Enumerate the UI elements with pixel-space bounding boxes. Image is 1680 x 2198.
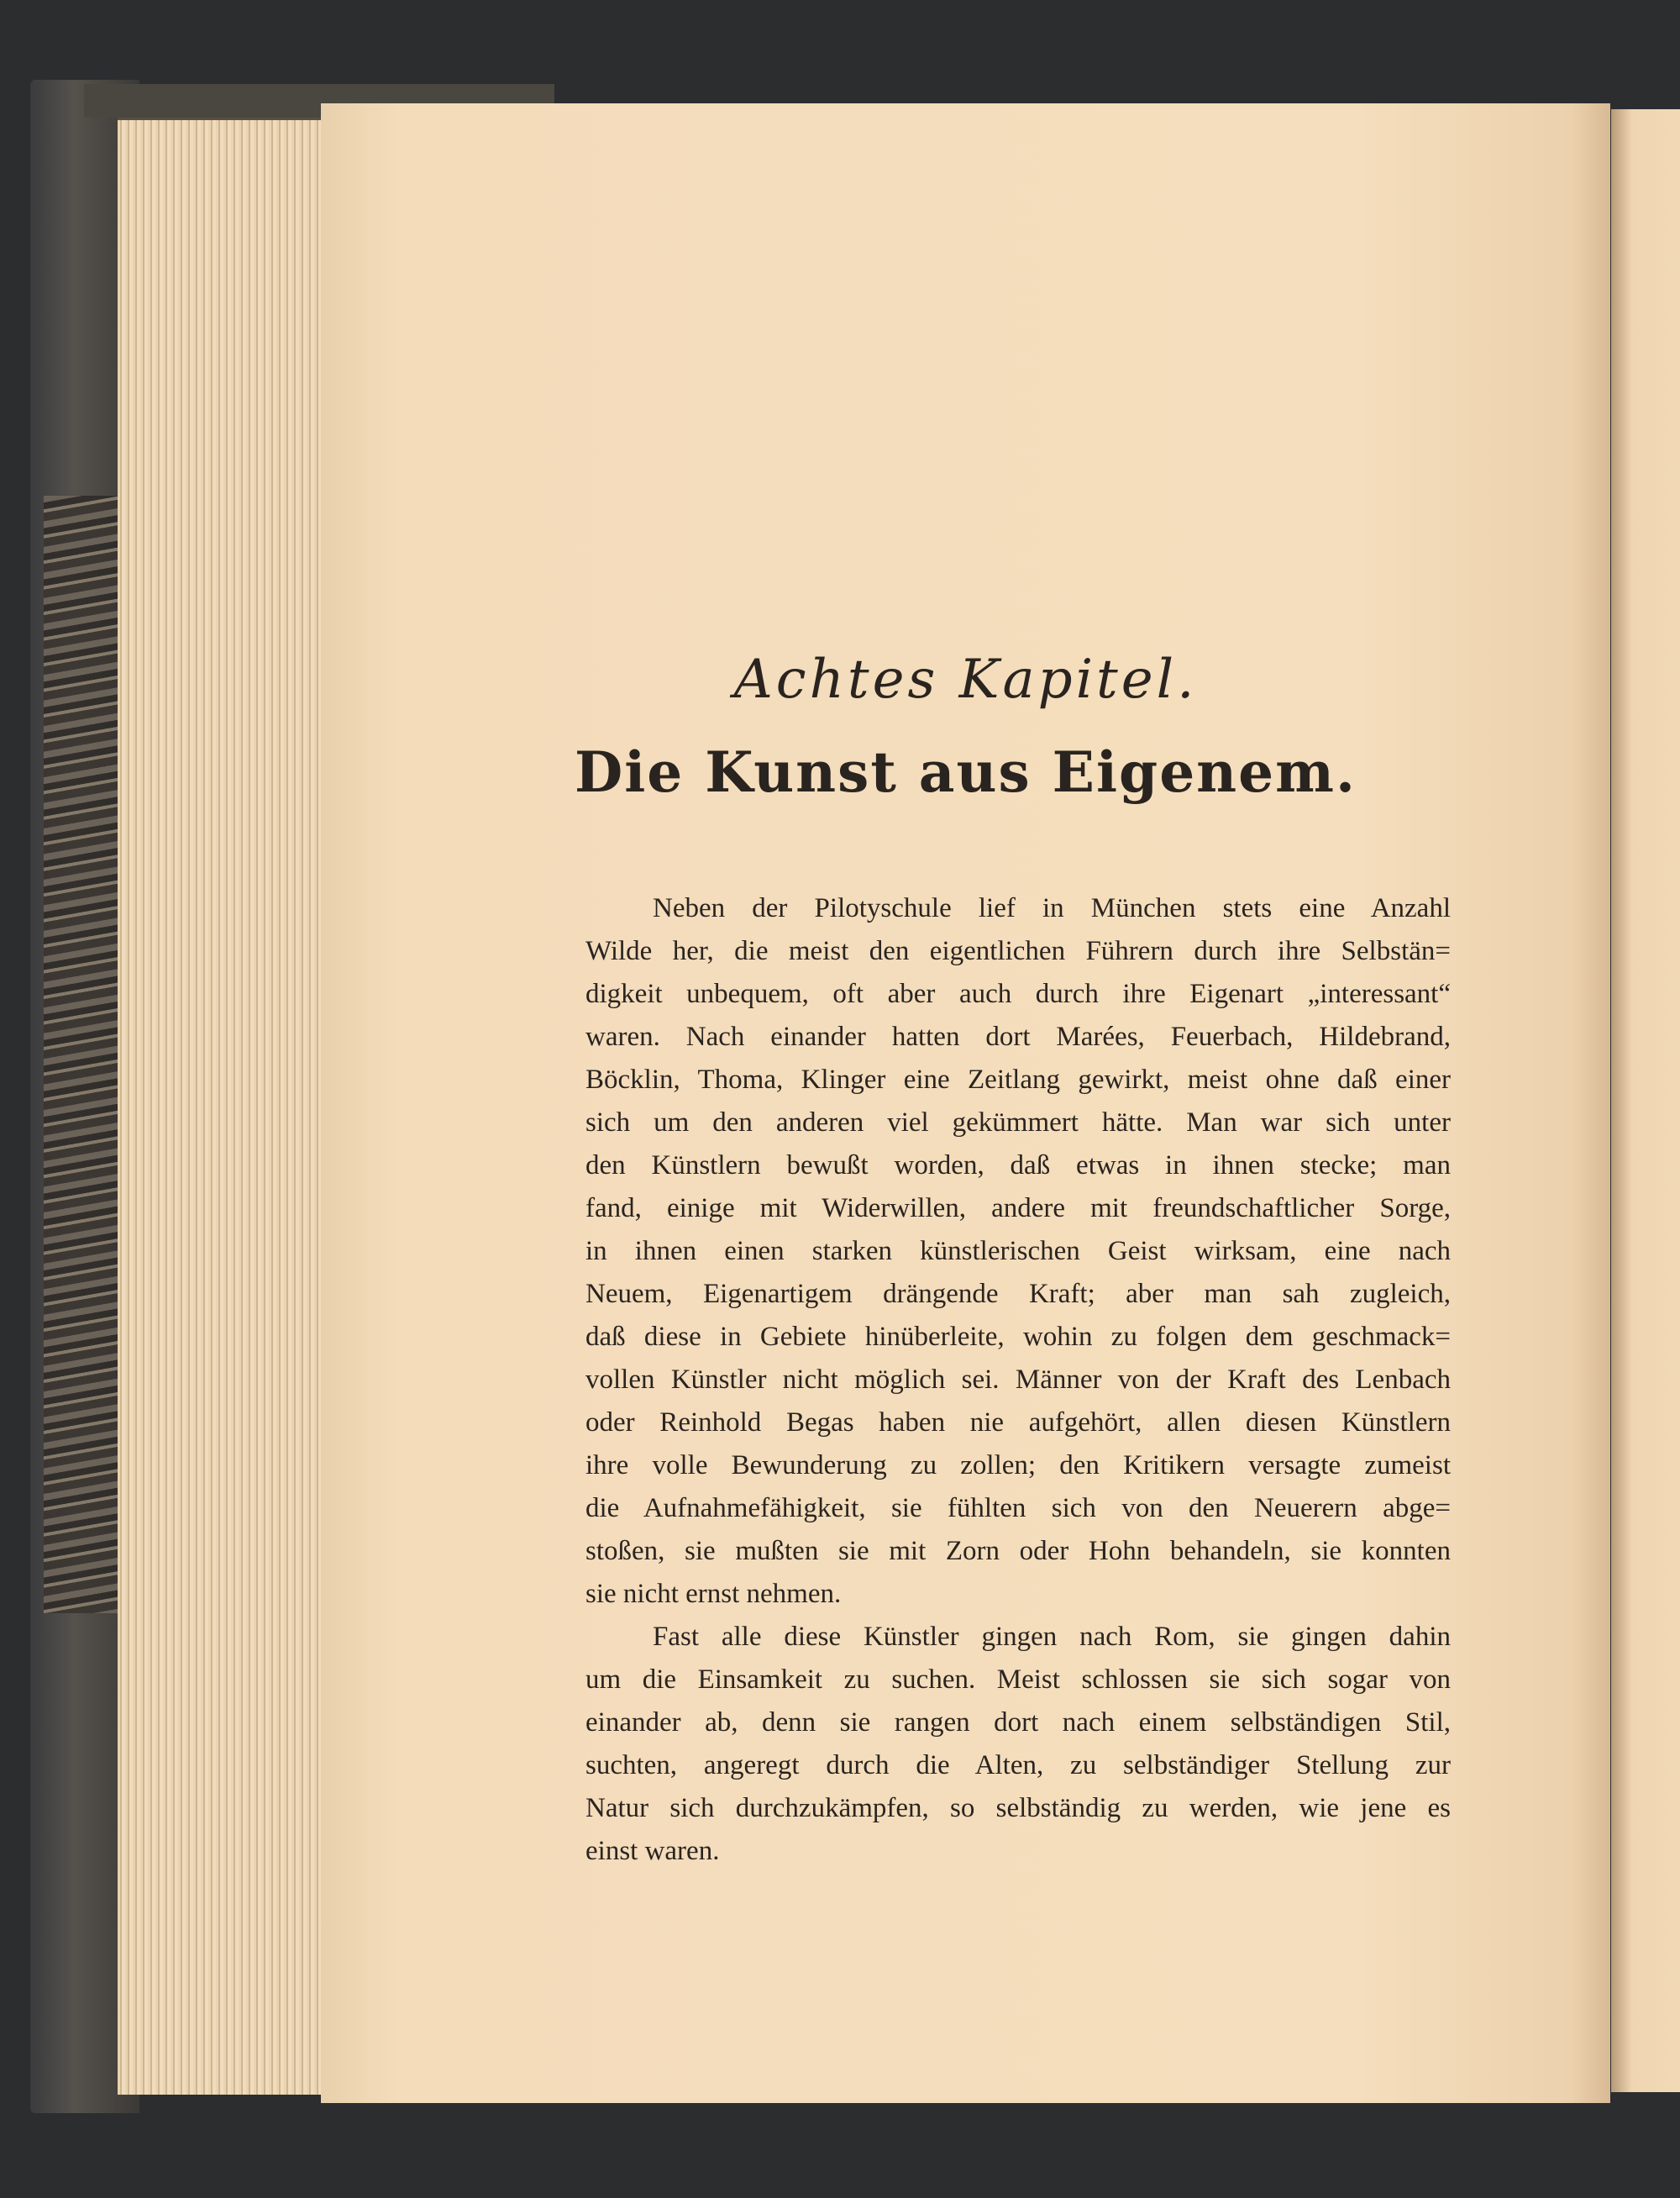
- text-line: Fast alle diese Künstler gingen nach Rom, sie gingen dahin: [653, 1622, 1451, 1652]
- text-line: ihre volle Bewunderung zu zollen; den Kritikern versagte zumeist: [585, 1450, 1451, 1480]
- text-line: Neben der Pilotyschule lief in München stets eine Anzahl: [653, 893, 1451, 923]
- text-line: suchten, angeregt durch die Alten, zu selbständiger Stellung zur: [585, 1750, 1451, 1780]
- text-line: stoßen, sie mußten sie mit Zorn oder Hohn behandeln, sie konnten: [585, 1536, 1451, 1566]
- text-line: vollen Künstler nicht möglich sei. Männer von der Kraft des Lenbach: [585, 1365, 1451, 1395]
- page-stack-edge: [118, 118, 323, 2095]
- text-line: in ihnen einen starken künstlerischen Geist wirksam, eine nach: [585, 1236, 1451, 1266]
- paragraph: [585, 887, 1451, 1616]
- text-line: fand, einige mit Widerwillen, andere mit freundschaftlicher Sorge,: [585, 1193, 1451, 1223]
- text-line: einst waren.: [585, 1836, 720, 1866]
- marbled-spine: [44, 496, 119, 1613]
- text-line: Neuem, Eigenartigem drängende Kraft; aber man sah zugleich,: [585, 1279, 1451, 1309]
- chapter-number: Achtes Kapitel.: [733, 649, 1198, 711]
- text-line: die Aufnahmefähigkeit, sie fühlten sich von den Neuerern abge=: [585, 1493, 1451, 1523]
- body-text: [585, 887, 1451, 1873]
- text-line: Wilde her, die meist den eigentlichen Führern durch ihre Selbstän=: [585, 936, 1451, 966]
- text-line: Böcklin, Thoma, Klinger eine Zeitlang gewirkt, meist ohne daß einer: [585, 1065, 1451, 1095]
- text-line: um die Einsamkeit zu suchen. Meist schlossen sie sich sogar von: [585, 1664, 1451, 1695]
- facing-page-edge: [1611, 109, 1680, 2092]
- text-line: oder Reinhold Begas haben nie aufgehört, allen diesen Künstlern: [585, 1407, 1451, 1438]
- text-line: waren. Nach einander hatten dort Marées, Feuerbach, Hildebrand,: [585, 1022, 1451, 1052]
- text-line: Natur sich durchzukämpfen, so selbständig zu werden, wie jene es: [585, 1793, 1451, 1823]
- text-line: einander ab, denn sie rangen dort nach einem selbständigen Stil,: [585, 1707, 1451, 1738]
- paragraph: [585, 1616, 1451, 1873]
- chapter-title: Die Kunst aus Eigenem.: [575, 739, 1357, 805]
- text-line: sich um den anderen viel gekümmert hätte. Man war sich unter: [585, 1107, 1451, 1138]
- text-line: den Künstlern bewußt worden, daß etwas in ihnen stecke; man: [585, 1150, 1451, 1181]
- text-line: daß diese in Gebiete hinüberleite, wohin zu folgen dem geschmack=: [585, 1322, 1451, 1352]
- text-line: sie nicht ernst nehmen.: [585, 1579, 842, 1609]
- text-line: digkeit unbequem, oft aber auch durch ihre Eigenart „interessant“: [585, 979, 1451, 1009]
